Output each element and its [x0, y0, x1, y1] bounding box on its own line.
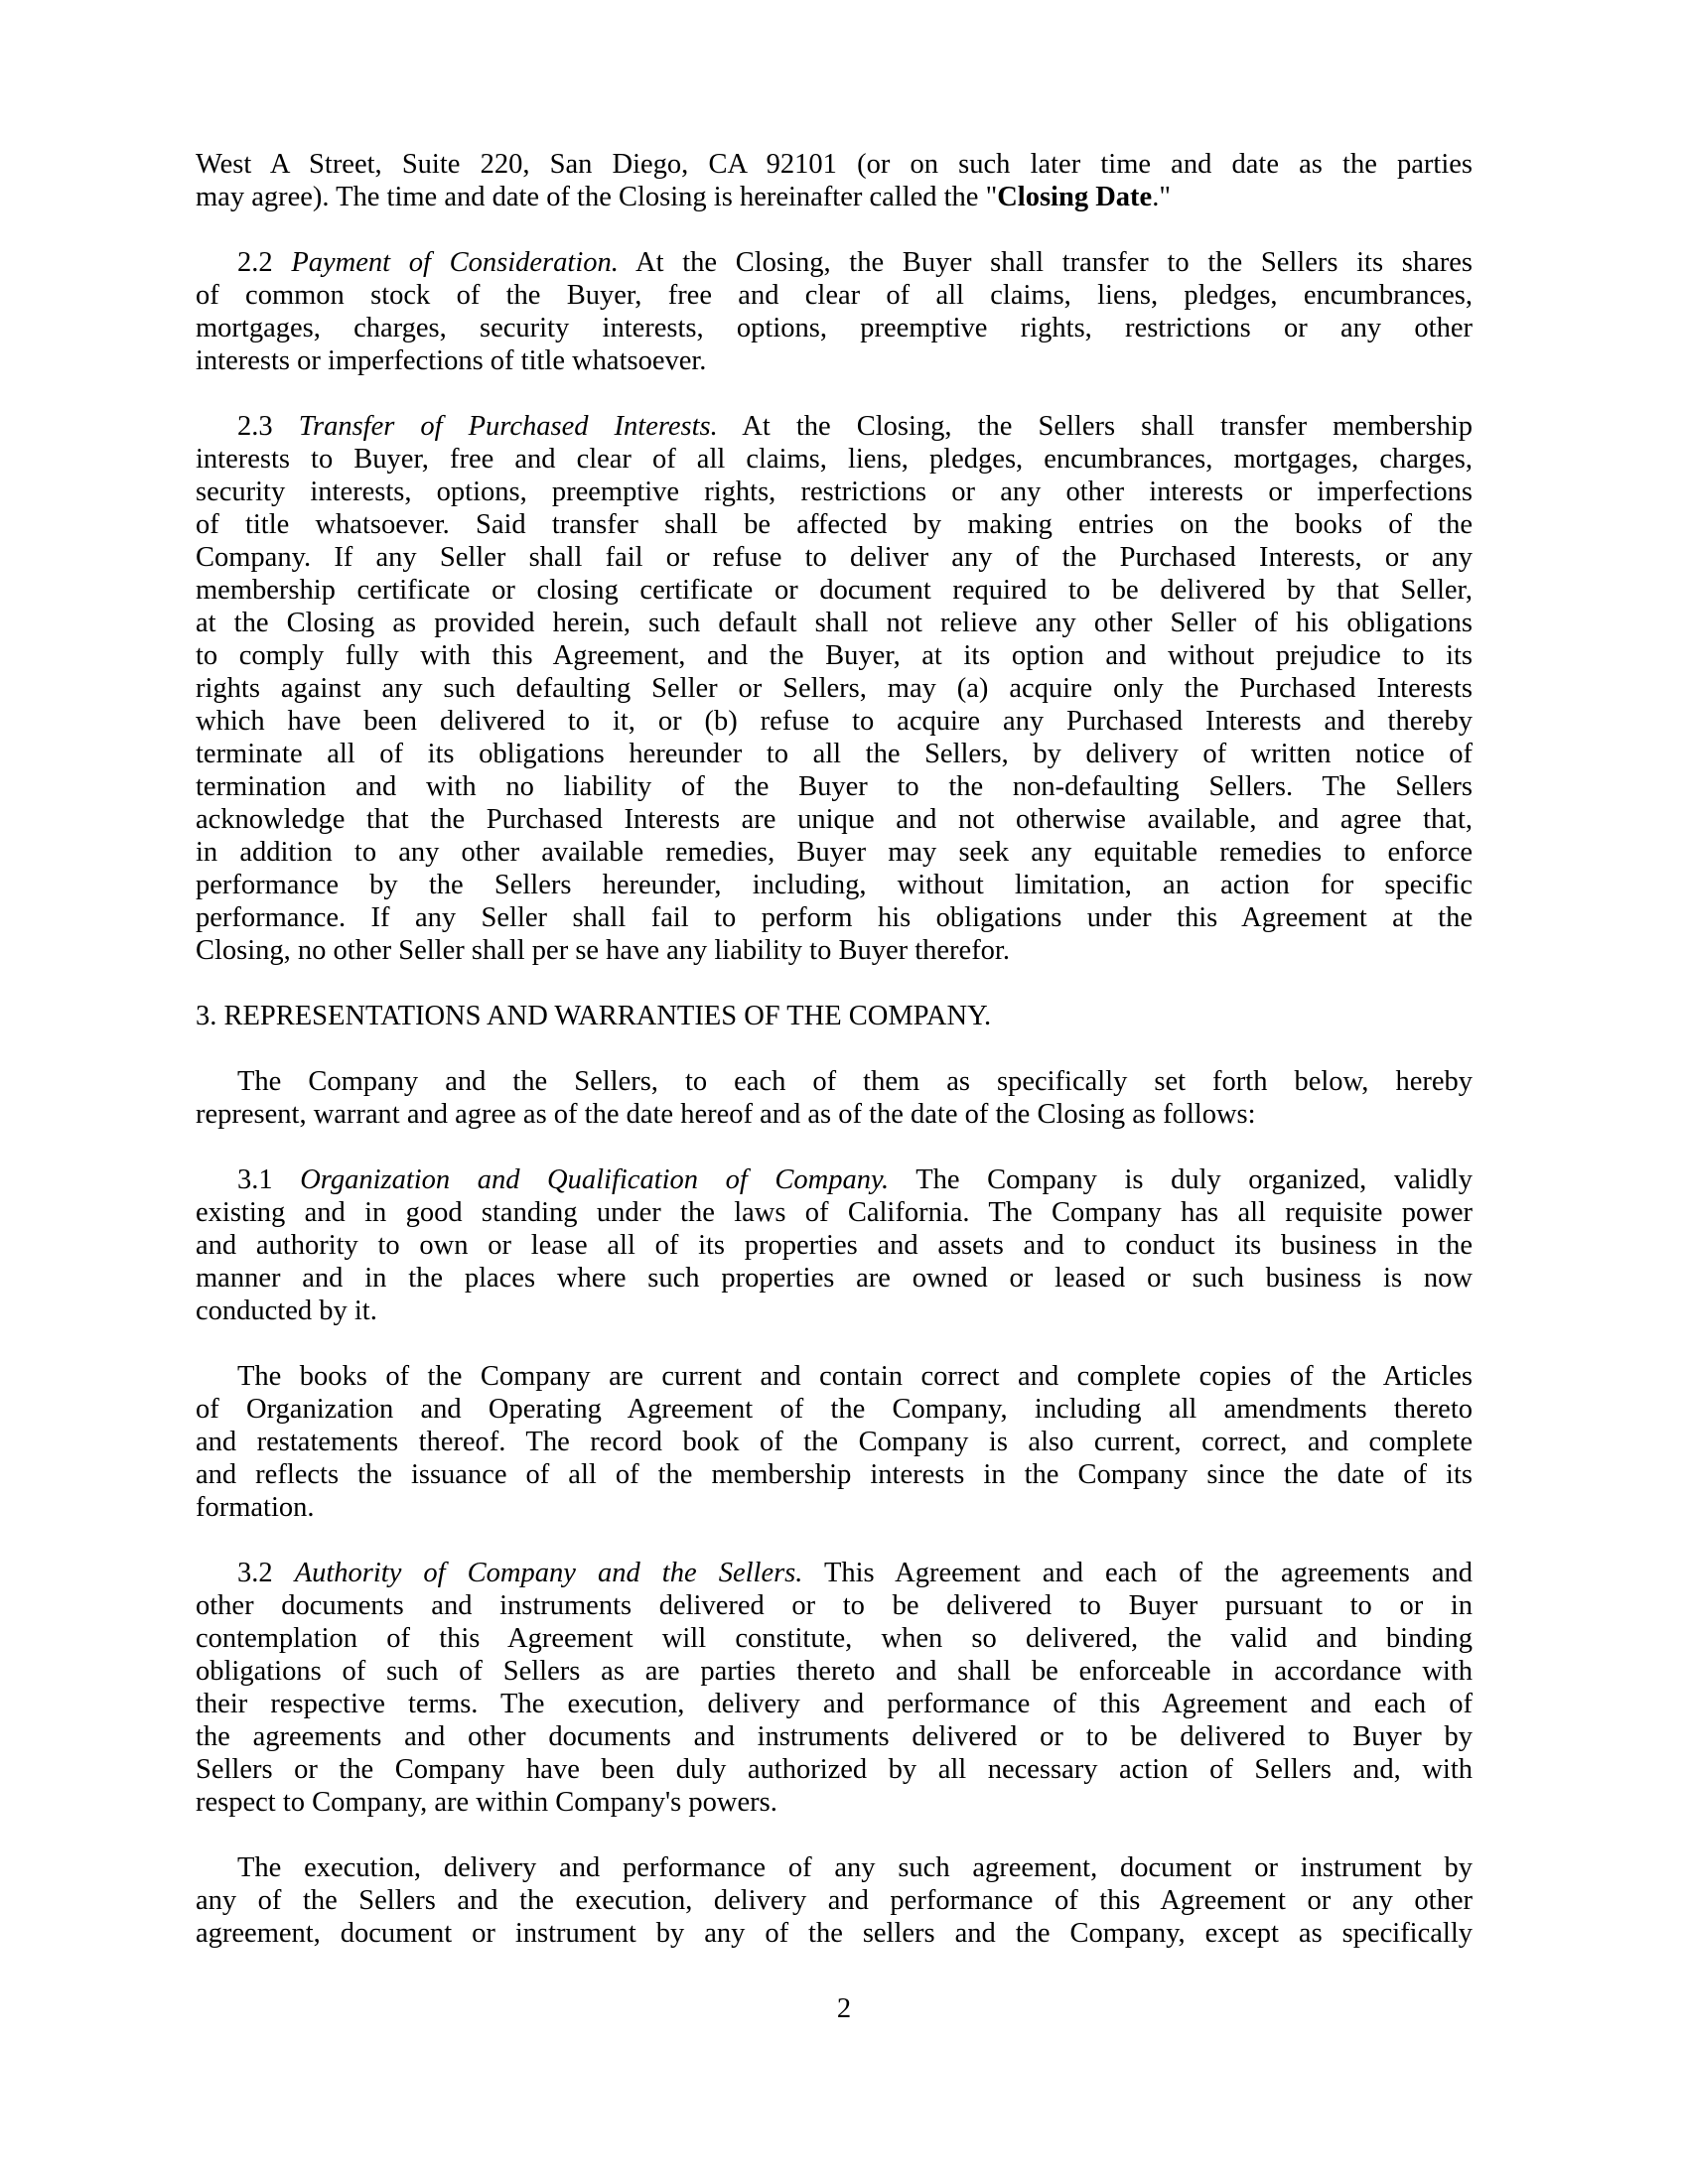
text-line: conducted by it. — [196, 1296, 377, 1326]
text-line: Sellers or the Company have been duly authorized by all necessary action of Sellers and, with — [196, 1754, 1473, 1785]
text-line: and reflects the issuance of all of the membership interests in the Company since the date of its — [196, 1459, 1473, 1490]
text-line — [196, 246, 1473, 279]
text-line: their respective terms. The execution, delivery and performance of this Agreement and each of — [196, 1689, 1473, 1719]
text-line: respect to Company, are within Company's powers. — [196, 1787, 777, 1818]
text-line: the agreements and other documents and instruments delivered or to be delivered to Buyer by — [196, 1721, 1473, 1752]
text-span: 2.2 — [237, 247, 292, 278]
text-span: ." — [1152, 182, 1171, 212]
text-span: This Agreement and each of the agreements and — [802, 1558, 1474, 1588]
text-line — [196, 181, 1473, 213]
paragraph — [196, 246, 1473, 377]
text-line: manner and in the places where such properties are owned or leased or such business is now — [196, 1263, 1473, 1294]
text-line: acknowledge that the Purchased Interests are unique and not otherwise available, and agree that, — [196, 804, 1473, 835]
text-line: interests or imperfections of title whatsoever. — [196, 345, 707, 376]
text-line: rights against any such defaulting Seller or Sellers, may (a) acquire only the Purchased Interests — [196, 673, 1473, 704]
paragraph — [196, 1851, 1473, 1950]
text-span: The Company is duly organized, validly — [889, 1164, 1474, 1195]
text-line: of common stock of the Buyer, free and clear of all claims, liens, pledges, encumbrances, — [196, 280, 1473, 311]
text-line: membership certificate or closing certificate or document required to be delivered by that Seller, — [196, 575, 1473, 606]
text-line: 3. REPRESENTATIONS AND WARRANTIES OF THE COMPANY. — [196, 1001, 992, 1031]
text-line: formation. — [196, 1492, 315, 1523]
paragraph — [196, 1065, 1473, 1131]
text-span: 3.1 — [237, 1164, 301, 1195]
text-line: performance by the Sellers hereunder, including, without limitation, an action for specific — [196, 870, 1473, 900]
paragraph — [196, 1163, 1473, 1327]
text-line: The Company and the Sellers, to each of them as specifically set forth below, hereby — [237, 1066, 1473, 1097]
text-line: interests to Buyer, free and clear of all claims, liens, pledges, encumbrances, mortgages, charges, — [196, 444, 1473, 475]
defined-term: Closing Date — [997, 182, 1153, 212]
text-span: may agree). The time and date of the Closing is hereinafter called the " — [196, 182, 998, 212]
text-line — [196, 1557, 1473, 1589]
text-line: of Organization and Operating Agreement of the Company, including all amendments thereto — [196, 1394, 1473, 1425]
text-line: security interests, options, preemptive rights, restrictions or any other interests or imperfections — [196, 477, 1473, 507]
section-title: Transfer of Purchased Interests. — [298, 411, 718, 442]
text-line: performance. If any Seller shall fail to perform his obligations under this Agreement at the — [196, 902, 1473, 933]
text-line: The books of the Company are current and contain correct and complete copies of the Articles — [237, 1361, 1473, 1392]
text-line: and restatements thereof. The record book of the Company is also current, correct, and complete — [196, 1427, 1473, 1457]
paragraph — [196, 1557, 1473, 1819]
text-line: to comply fully with this Agreement, and the Buyer, at its option and without prejudice to its — [196, 640, 1473, 671]
text-line: existing and in good standing under the laws of California. The Company has all requisite power — [196, 1197, 1473, 1228]
section-heading — [196, 1000, 1473, 1032]
paragraph — [196, 148, 1473, 213]
text-line: West A Street, Suite 220, San Diego, CA 92101 (or on such later time and date as the parties — [196, 149, 1473, 180]
paragraph — [196, 1360, 1473, 1524]
text-line: terminate all of its obligations hereunder to all the Sellers, by delivery of written notice of — [196, 739, 1473, 769]
text-line: which have been delivered to it, or (b) refuse to acquire any Purchased Interests and thereby — [196, 706, 1473, 737]
text-line: represent, warrant and agree as of the date hereof and as of the date of the Closing as follows: — [196, 1099, 1256, 1130]
text-line — [196, 410, 1473, 443]
section-title: Authority of Company and the Sellers. — [294, 1558, 803, 1588]
text-span: 3.2 — [237, 1558, 295, 1588]
text-line: mortgages, charges, security interests, options, preemptive rights, restrictions or any other — [196, 313, 1473, 343]
section-title: Payment of Consideration. — [291, 247, 619, 278]
text-span: 2.3 — [237, 411, 299, 442]
text-line: termination and with no liability of the Buyer to the non-defaulting Sellers. The Sellers — [196, 771, 1473, 802]
text-line — [196, 1163, 1473, 1196]
document-body — [196, 148, 1473, 1982]
text-line: any of the Sellers and the execution, delivery and performance of this Agreement or any other — [196, 1885, 1473, 1916]
text-span: At the Closing, the Sellers shall transfer membership — [717, 411, 1474, 442]
text-line: agreement, document or instrument by any of the sellers and the Company, except as specifically — [196, 1918, 1473, 1949]
text-line: in addition to any other available remedies, Buyer may seek any equitable remedies to enforce — [196, 837, 1473, 868]
paragraph — [196, 410, 1473, 967]
page-number: 2 — [836, 1993, 852, 2024]
text-line: other documents and instruments delivered or to be delivered to Buyer pursuant to or in — [196, 1590, 1473, 1621]
text-line: The execution, delivery and performance of any such agreement, document or instrument by — [237, 1852, 1473, 1883]
text-line: obligations of such of Sellers as are parties thereto and shall be enforceable in accordance with — [196, 1656, 1473, 1687]
text-line: contemplation of this Agreement will constitute, when so delivered, the valid and binding — [196, 1623, 1473, 1654]
text-line: Closing, no other Seller shall per se have any liability to Buyer therefor. — [196, 935, 1010, 966]
text-line: Company. If any Seller shall fail or refuse to deliver any of the Purchased Interests, or any — [196, 542, 1473, 573]
section-title: Organization and Qualification of Company. — [300, 1164, 890, 1195]
text-line: and authority to own or lease all of its properties and assets and to conduct its business in the — [196, 1230, 1473, 1261]
text-line: at the Closing as provided herein, such default shall not relieve any other Seller of his obligations — [196, 608, 1473, 638]
text-span: At the Closing, the Buyer shall transfer to the Sellers its shares — [618, 247, 1473, 278]
text-line: of title whatsoever. Said transfer shall be affected by making entries on the books of the — [196, 509, 1473, 540]
